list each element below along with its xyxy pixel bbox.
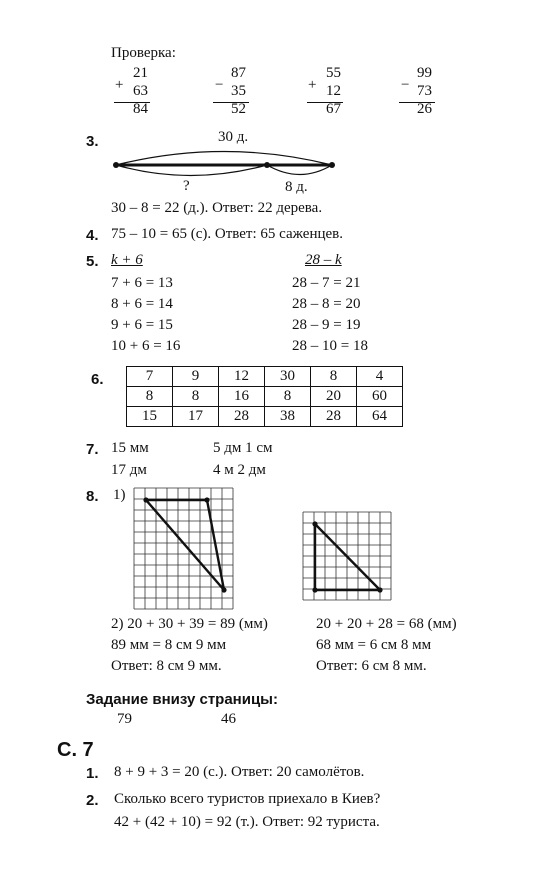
bottom-task-value: 46	[221, 711, 236, 727]
task-question: Сколько всего туристов приехало в Киев?	[114, 791, 381, 807]
equation-line: 28 – 10 = 18	[292, 338, 368, 354]
table-row	[127, 367, 403, 387]
table-cell: 17	[173, 407, 219, 427]
op-operand-a: 21	[133, 65, 148, 81]
op-sign: +	[308, 77, 317, 93]
op-operand-b: 63	[133, 83, 148, 99]
segment-unknown-label: ?	[183, 178, 190, 194]
table-cell: 12	[219, 367, 265, 387]
perimeter-line: 89 мм = 8 см 9 мм	[111, 637, 227, 653]
grid-triangle-1	[130, 486, 240, 610]
table-row	[127, 407, 403, 427]
equation-line: 28 – 8 = 20	[292, 296, 361, 312]
equation-line: 7 + 6 = 13	[111, 275, 173, 291]
op-operand-b: 12	[326, 83, 341, 99]
table-cell: 64	[357, 407, 403, 427]
measure-value: 17 дм	[111, 462, 147, 478]
segment-part-label: 8 д.	[285, 179, 308, 195]
section-title: С. 7	[57, 739, 94, 761]
op-result: 26	[417, 101, 432, 117]
op-sign: −	[215, 77, 224, 93]
bottom-task-title: Задание внизу страницы:	[86, 691, 278, 708]
op-operand-b: 73	[417, 83, 432, 99]
perimeter-line: 2) 20 + 30 + 39 = 89 (мм)	[111, 616, 268, 632]
subtask-label: 1)	[113, 487, 126, 503]
expression-header-right: 28 – k	[305, 252, 342, 268]
task-answer: 30 – 8 = 22 (д.). Ответ: 22 дерева.	[111, 200, 323, 216]
check-title: Проверка:	[111, 45, 176, 61]
table-cell: 30	[265, 367, 311, 387]
op-rule	[399, 102, 435, 103]
measure-value: 4 м 2 дм	[213, 462, 266, 478]
perimeter-line: 20 + 20 + 28 = 68 (мм)	[316, 616, 457, 632]
table-cell: 4	[357, 367, 403, 387]
equation-line: 28 – 9 = 19	[292, 317, 361, 333]
op-operand-a: 99	[417, 65, 432, 81]
table-cell: 38	[265, 407, 311, 427]
table-cell: 7	[127, 367, 173, 387]
measure-value: 5 дм 1 см	[213, 440, 273, 456]
op-result: 84	[133, 101, 148, 117]
table-cell: 20	[311, 387, 357, 407]
task-number: 7.	[86, 441, 99, 458]
table-cell: 8	[265, 387, 311, 407]
task-number: 5.	[86, 253, 99, 270]
op-operand-b: 35	[231, 83, 246, 99]
measure-value: 15 мм	[111, 440, 149, 456]
op-result: 52	[231, 101, 246, 117]
perimeter-line: Ответ: 6 см 8 мм.	[316, 658, 427, 674]
op-operand-a: 55	[326, 65, 341, 81]
equation-line: 28 – 7 = 21	[292, 275, 361, 291]
perimeter-line: 68 мм = 6 см 8 мм	[316, 637, 432, 653]
table-cell: 16	[219, 387, 265, 407]
table-row	[127, 387, 403, 407]
equation-line: 10 + 6 = 16	[111, 338, 181, 354]
task-number: 4.	[86, 227, 99, 244]
perimeter-line: Ответ: 8 см 9 мм.	[111, 658, 222, 674]
op-operand-a: 87	[231, 65, 246, 81]
task-answer: 8 + 9 + 3 = 20 (с.). Ответ: 20 самолётов.	[114, 764, 365, 780]
table-cell: 15	[127, 407, 173, 427]
table-cell: 8	[311, 367, 357, 387]
task-number: 1.	[86, 765, 99, 782]
op-rule	[114, 102, 150, 103]
equation-line: 9 + 6 = 15	[111, 317, 173, 333]
grid-triangle-2	[299, 510, 399, 614]
op-rule	[307, 102, 343, 103]
task-number: 3.	[86, 133, 99, 150]
table-cell: 28	[219, 407, 265, 427]
task-number: 6.	[91, 371, 104, 388]
bottom-task-value: 79	[117, 711, 132, 727]
op-result: 67	[326, 101, 341, 117]
task-answer: 75 – 10 = 65 (с). Ответ: 65 саженцев.	[111, 226, 343, 242]
task-number: 8.	[86, 488, 99, 505]
expression-header-left: k + 6	[111, 252, 143, 268]
op-sign: −	[401, 77, 410, 93]
task-answer: 42 + (42 + 10) = 92 (т.). Ответ: 92 туриста.	[114, 814, 380, 830]
equation-line: 8 + 6 = 14	[111, 296, 173, 312]
table-cell: 60	[357, 387, 403, 407]
task-number: 2.	[86, 792, 99, 809]
op-sign: +	[115, 77, 124, 93]
op-rule	[213, 102, 249, 103]
number-table	[126, 366, 403, 427]
table-cell: 8	[173, 387, 219, 407]
table-cell: 9	[173, 367, 219, 387]
segment-total-label: 30 д.	[218, 129, 249, 145]
table-cell: 8	[127, 387, 173, 407]
table-cell: 28	[311, 407, 357, 427]
